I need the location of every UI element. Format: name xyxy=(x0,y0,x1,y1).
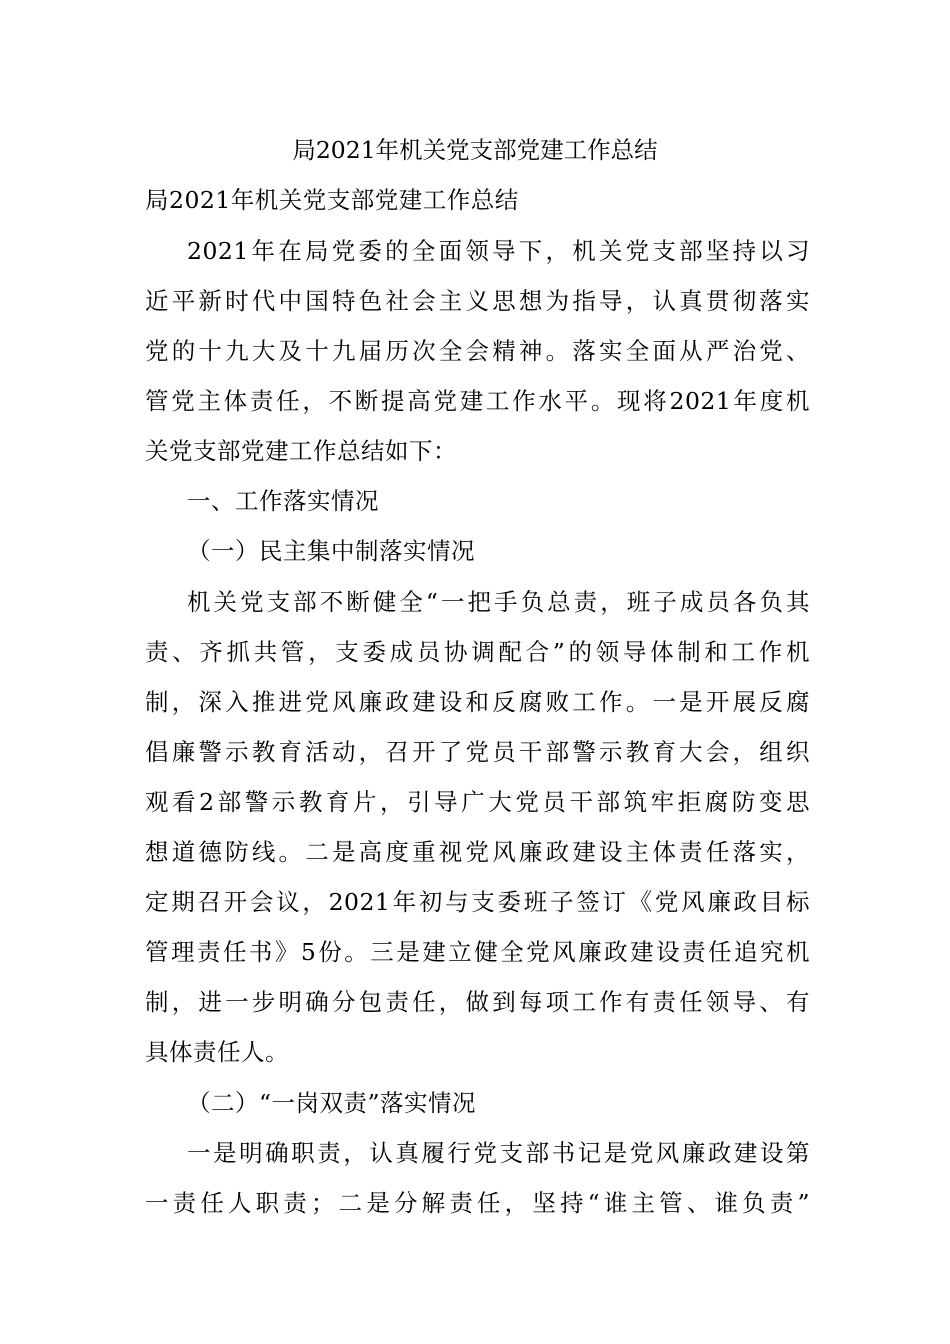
paragraph-line: 定期召开会议，2021年初与支委班子签订《党风廉政目标 xyxy=(145,888,810,916)
paragraph-line: 观看2部警示教育片，引导广大党员干部筑牢拒腐防变思 xyxy=(145,788,810,816)
paragraph-line: 关党支部党建工作总结如下： xyxy=(145,437,457,465)
subsection-heading: （二）“一岗双责”落实情况 xyxy=(187,1089,477,1117)
paragraph-line: 管党主体责任，不断提高党建工作水平。现将2021年度机 xyxy=(145,387,810,415)
paragraph-line: 想道德防线。二是高度重视党风廉政建设主体责任落实， xyxy=(145,838,810,866)
paragraph-line: 具体责任人。 xyxy=(145,1038,289,1066)
subsection-heading: （一）民主集中制落实情况 xyxy=(187,537,475,565)
paragraph-line: 2021年在局党委的全面领导下，机关党支部坚持以习 xyxy=(187,237,810,265)
paragraph-line: 制，深入推进党风廉政建设和反腐败工作。一是开展反腐 xyxy=(145,688,810,716)
paragraph-line: 一责任人职责；二是分解责任，坚持“谁主管、谁负责” xyxy=(145,1189,810,1217)
paragraph-line: 倡廉警示教育活动，召开了党员干部警示教育大会，组织 xyxy=(145,738,810,766)
paragraph-line: 制，进一步明确分包责任，做到每项工作有责任领导、有 xyxy=(145,988,810,1016)
paragraph-line: 一是明确职责，认真履行党支部书记是党风廉政建设第 xyxy=(187,1139,810,1167)
paragraph-line: 责、齐抓共管，支委成员协调配合”的领导体制和工作机 xyxy=(145,638,810,666)
document-title: 局2021年机关党支部党建工作总结 xyxy=(292,136,658,164)
paragraph-line: 机关党支部不断健全“一把手负总责，班子成员各负其 xyxy=(187,588,810,616)
paragraph-line: 党的十九大及十九届历次全会精神。落实全面从严治党、 xyxy=(145,337,810,365)
paragraph-line: 近平新时代中国特色社会主义思想为指导，认真贯彻落实 xyxy=(145,287,810,315)
section-heading: 一、工作落实情况 xyxy=(187,487,379,515)
document-subtitle: 局2021年机关党支部党建工作总结 xyxy=(145,186,519,214)
paragraph-line: 管理责任书》5份。三是建立健全党风廉政建设责任追究机 xyxy=(145,938,810,966)
